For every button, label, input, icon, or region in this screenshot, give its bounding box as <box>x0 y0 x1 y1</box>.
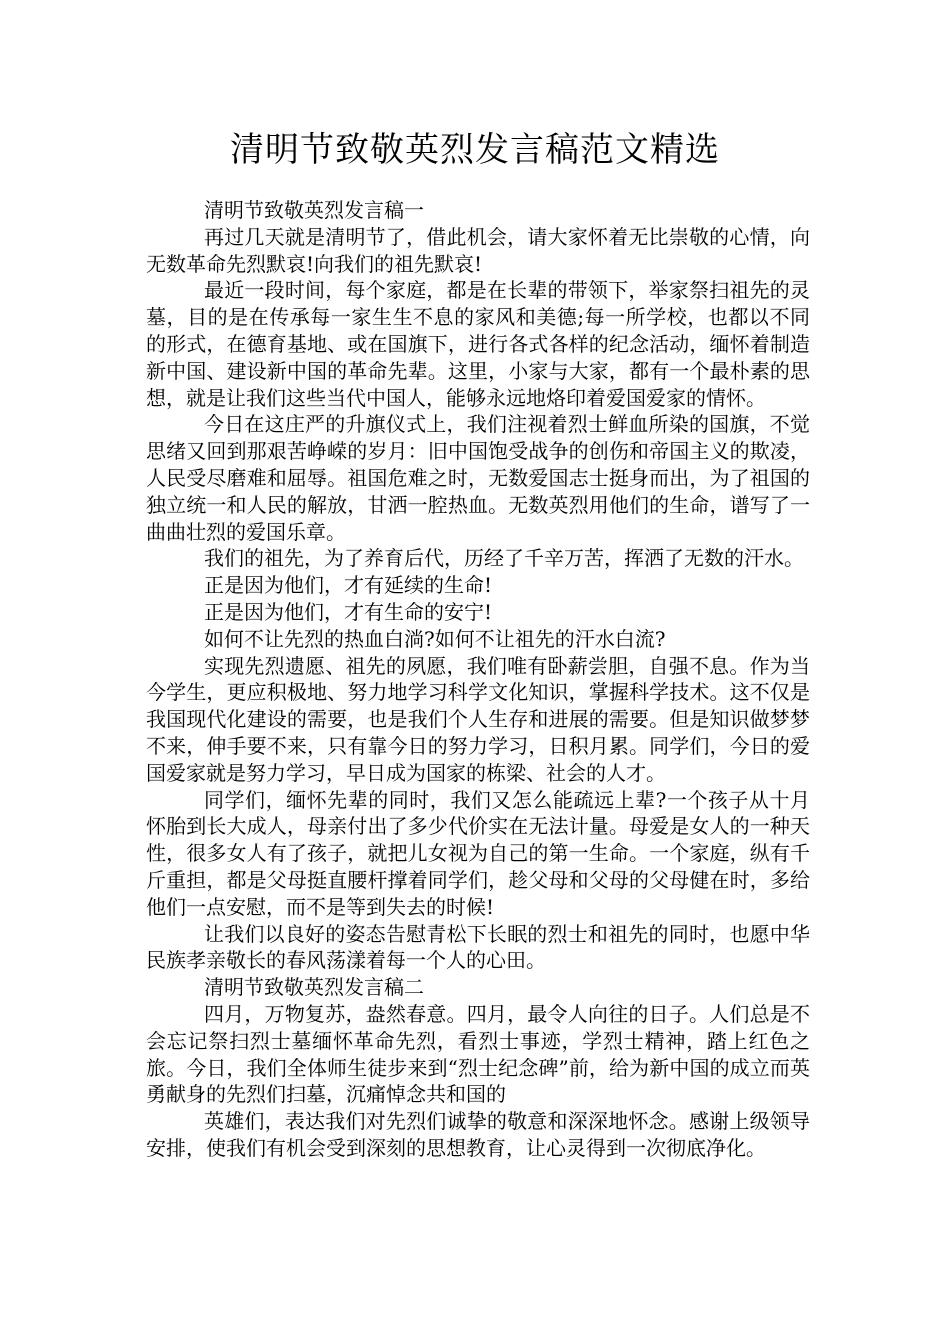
paragraph: 我们的祖先，为了养育后代，历经了千辛万苦，挥洒了无数的汗水。 <box>204 546 804 571</box>
paragraph: 英雄们，表达我们对先烈们诚挚的敬意和深深地怀念。感谢上级领导安排，使我们有机会受到深刻的思想教育，让心灵得到一次彻底净化。 <box>146 1109 810 1160</box>
paragraph: 让我们以良好的姿态告慰青松下长眠的烈士和祖先的同时，也愿中华民族孝亲敬长的春风荡漾着每一个人的心田。 <box>146 921 810 973</box>
paragraph: 最近一段时间，每个家庭，都是在长辈的带领下，举家祭扫祖先的灵墓，目的是在传承每一家生生不息的家风和美德;每一所学校，也都以不同的形式，在德育基地、或在国旗下，进行各式各样的纪念活动，缅怀着制造新中国、建设新中国的革命先辈。这里，小家与大家，都有一个最朴素的思想，就是让我们这些当代中国人，能够永远地烙印着爱国爱家的情怀。 <box>146 278 810 410</box>
paragraph: 正是因为他们，才有生命的安宁! <box>204 599 493 624</box>
paragraph: 四月，万物复苏，盎然春意。四月，最令人向往的日子。人们总是不会忘记祭扫烈士墓缅怀革命先烈，看烈士事迹，学烈士精神，踏上红色之旅。今日，我们全体师生徒步来到“烈士纪念碑”前，给为新中国的成立而英勇献身的先烈们扫墓，沉痛悼念共和国的 <box>146 1001 810 1107</box>
document-title: 清明节致敬英烈发言稿范文精选 <box>230 130 720 170</box>
paragraph: 再过几天就是清明节了，借此机会，请大家怀着无比崇敬的心情，向无数革命先烈默哀!向我们的祖先默哀! <box>146 224 810 276</box>
section-heading-2: 清明节致敬英烈发言稿二 <box>204 975 424 1000</box>
paragraph: 实现先烈遗愿、祖先的夙愿，我们唯有卧薪尝胆，自强不息。作为当今学生，更应积极地、努力地学习科学文化知识，掌握科学技术。这不仅是我国现代化建设的需要，也是我们个人生存和进展的需要。但是知识做梦梦不来，伸手要不来，只有靠今日的努力学习，日积月累。同学们，今日的爱国爱家就是努力学习，早日成为国家的栋梁、社会的人才。 <box>146 653 810 785</box>
paragraph: 正是因为他们，才有延续的生命! <box>204 573 493 598</box>
section-heading-1: 清明节致敬英烈发言稿一 <box>204 198 424 222</box>
paragraph: 今日在这庄严的升旗仪式上，我们注视着烈士鲜血所染的国旗，不觉思绪又回到那艰苦峥嵘的岁月：旧中国饱受战争的创伤和帝国主义的欺凌，人民受尽磨难和屈辱。祖国危难之时，无数爱国志士挺身而出，为了祖国的独立统一和人民的解放，甘洒一腔热血。无数英烈用他们的生命，谱写了一曲曲壮烈的爱国乐章。 <box>146 412 810 544</box>
paragraph: 同学们，缅怀先辈的同时，我们又怎么能疏远上辈?一个孩子从十月怀胎到长大成人，母亲付出了多少代价实在无法计量。母爱是女人的一种天性，很多女人有了孩子，就把儿女视为自己的第一生命。一个家庭，纵有千斤重担，都是父母挺直腰杆撑着同学们，趁父母和父母的父母健在时，多给他们一点安慰，而不是等到失去的时候! <box>146 787 810 919</box>
paragraph: 如何不让先烈的热血白淌?如何不让祖先的汗水白流? <box>204 626 666 651</box>
document-body <box>146 197 810 1162</box>
